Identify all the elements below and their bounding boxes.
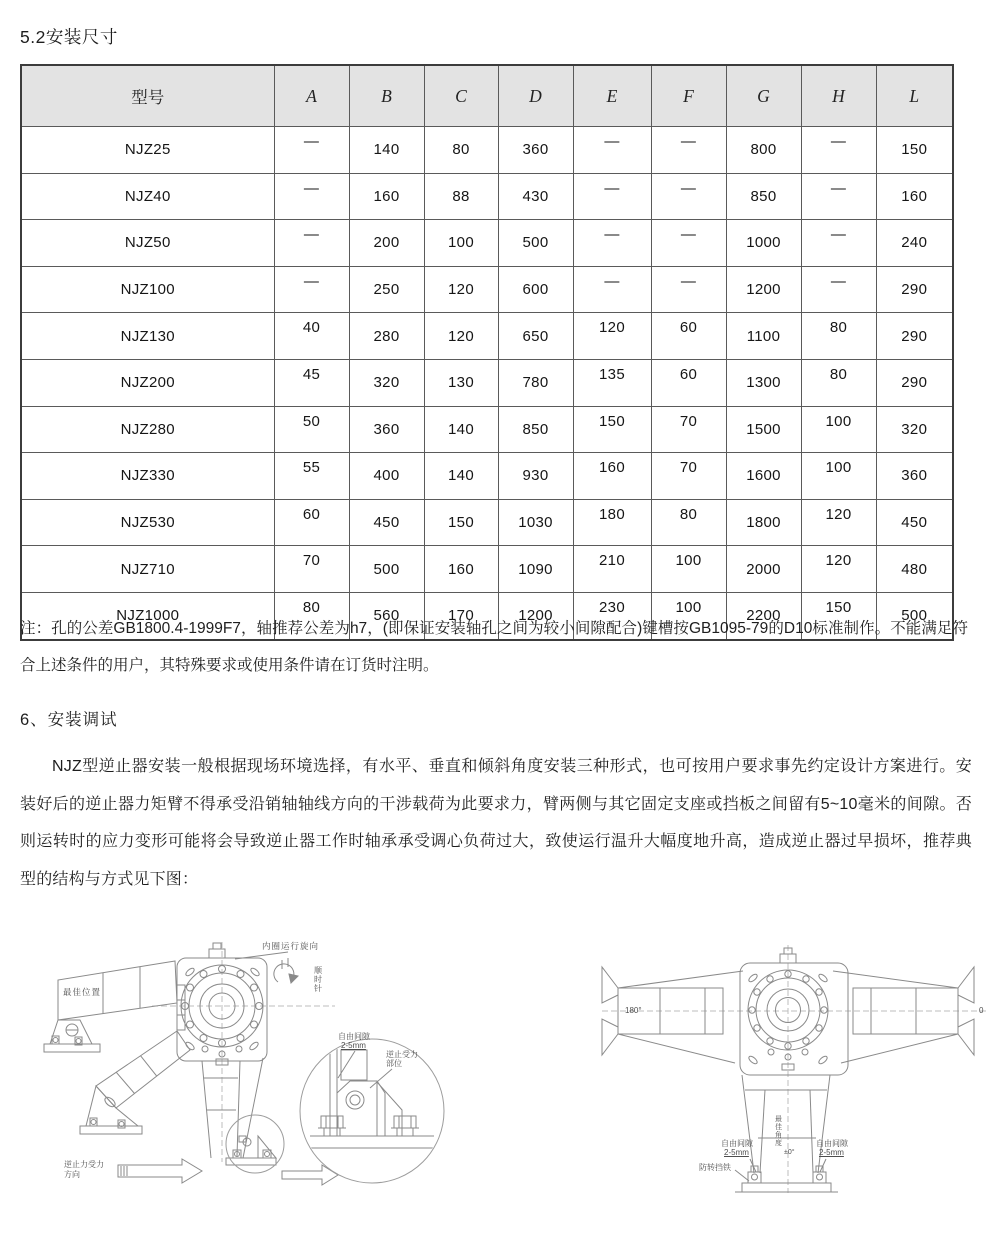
model-cell: NJZ100 [21,266,274,313]
dim-cell: 2000 [726,546,801,593]
dim-cell: 160 [349,173,424,220]
label-free-gap-value: 2-5mm [341,1041,366,1050]
dim-cell: 100 [801,406,876,453]
torque-arm [742,1075,830,1173]
dim-cell: 80 [801,359,876,406]
dim-cell: 100 [424,220,498,267]
col-header-C: C [424,65,498,127]
dim-cell: — [801,266,876,313]
dim-cell: 40 [274,313,349,360]
dim-cell: 60 [651,359,726,406]
dim-cell: — [274,173,349,220]
dim-cell: — [274,220,349,267]
dim-cell: — [573,266,651,313]
dim-cell: 320 [349,359,424,406]
table-row [21,127,953,174]
label-free-gap-right: 自由间隙 [816,1139,848,1148]
dim-cell: 120 [573,313,651,360]
dimensions-table [20,64,954,641]
label-best-position: 最佳位置 [63,987,102,997]
dim-cell: 1030 [498,499,573,546]
dim-cell: 100 [801,453,876,500]
dim-cell: 120 [801,546,876,593]
model-cell: NJZ710 [21,546,274,593]
dim-cell: 160 [424,546,498,593]
dim-cell: — [573,220,651,267]
dim-cell: 1500 [726,406,801,453]
dim-cell: 150 [801,592,876,639]
torque-arm [202,1058,263,1158]
dim-cell: — [801,127,876,174]
dim-cell: 140 [349,127,424,174]
label-free-gap-right-value: 2-5mm [819,1148,844,1157]
label-backstop-force-1: 逆止力受力 [64,1160,104,1169]
dim-cell: 180 [573,499,651,546]
label-anti-rotation-stop: 防转挡铁 [699,1163,731,1172]
dim-cell: 70 [651,406,726,453]
model-cell: NJZ530 [21,499,274,546]
col-header-G: G [726,65,801,127]
dim-cell: 200 [349,220,424,267]
col-header-F: F [651,65,726,127]
col-header-model: 型号 [21,65,274,127]
col-header-E: E [573,65,651,127]
model-cell: NJZ40 [21,173,274,220]
dim-cell: 1100 [726,313,801,360]
diagram-horizontal-installation [595,933,995,1228]
label-clockwise: 顺时针 [313,966,323,993]
dim-cell: 120 [424,266,498,313]
label-inner-ring-rotation: 内圈运行旋向 [262,941,320,951]
left-drawing-lines [44,942,444,1185]
dim-cell: 150 [876,127,953,174]
dim-cell: 1090 [498,546,573,593]
right-drawing-lines [602,945,988,1193]
dim-cell: 160 [876,173,953,220]
dim-cell: 88 [424,173,498,220]
section-6-paragraph: NJZ型逆止器安装一般根据现场环境选择，有水平、垂直和倾斜角度安装三种形式，也可按用户要求事先约定设计方案进行。安装好后的逆止器力矩臂不得承受沿销轴轴线方向的干涉载荷为此要求力，臂两侧与其它固定支座或挡板之间留有5~10毫米的间隙。否则运转时的应力变形可能将会导致逆止器工作时轴承承受调心负荷过大，致使运行温升大幅度地升高，造成逆止器过早损坏，推荐典型的结构与方式见下图： [20,758,972,888]
dim-cell: 500 [349,546,424,593]
dim-cell: 70 [274,546,349,593]
dim-cell: 150 [573,406,651,453]
dim-cell: 360 [498,127,573,174]
dim-cell: 780 [498,359,573,406]
dim-cell: — [573,127,651,174]
dim-cell: 600 [498,266,573,313]
dim-cell: 1200 [726,266,801,313]
dim-cell: 80 [424,127,498,174]
dim-cell: 450 [876,499,953,546]
dim-cell: 450 [349,499,424,546]
dim-cell: 250 [349,266,424,313]
dim-cell: 150 [424,499,498,546]
dim-cell: 140 [424,453,498,500]
label-angle-180: 180° [625,1006,642,1015]
model-cell: NJZ50 [21,220,274,267]
dim-cell: 1300 [726,359,801,406]
dim-cell: — [651,220,726,267]
table-header-row [21,65,953,127]
force-direction-arrow [118,1159,202,1183]
label-angle-0: 0 [979,1006,984,1015]
dim-cell: 210 [573,546,651,593]
dim-cell: 160 [573,453,651,500]
dim-cell: 1600 [726,453,801,500]
detail-arrow [282,1165,338,1185]
dim-cell: 290 [876,313,953,360]
table-row [21,546,953,593]
dim-cell: 240 [876,220,953,267]
model-cell: NJZ200 [21,359,274,406]
label-force-part-1: 逆止受力 [386,1050,418,1059]
right-arm [833,967,974,1063]
model-cell: NJZ130 [21,313,274,360]
col-header-L: L [876,65,953,127]
dim-cell: 45 [274,359,349,406]
dim-cell: — [651,127,726,174]
col-header-H: H [801,65,876,127]
dim-cell: 100 [651,546,726,593]
dim-cell: 560 [349,592,424,639]
table-row [21,313,953,360]
label-free-gap-left: 自由间隙 [721,1139,753,1148]
dim-cell: 230 [573,592,651,639]
dim-cell: 120 [801,499,876,546]
foot-bracket [226,1136,276,1165]
dim-cell: — [801,173,876,220]
col-header-A: A [274,65,349,127]
model-cell: NJZ280 [21,406,274,453]
dim-cell: 120 [424,313,498,360]
dim-cell: 360 [876,453,953,500]
dim-cell: 650 [498,313,573,360]
housing-plate [740,963,848,1075]
dim-cell: 130 [424,359,498,406]
dim-cell: 50 [274,406,349,453]
dim-cell: 360 [349,406,424,453]
dim-cell: 60 [274,499,349,546]
dim-cell: 80 [651,499,726,546]
model-cell: NJZ25 [21,127,274,174]
lower-arm [80,1031,190,1134]
col-header-B: B [349,65,424,127]
dim-cell: 60 [651,313,726,360]
dim-cell: 430 [498,173,573,220]
dim-cell: 1800 [726,499,801,546]
detail-callout-circle-small [226,1115,284,1173]
dim-cell: 55 [274,453,349,500]
label-free-gap: 自由间隙 [338,1032,370,1041]
dim-cell: 290 [876,359,953,406]
label-best-angle: 最佳角度 [774,1115,782,1147]
table-row [21,266,953,313]
table-row [21,220,953,267]
table-row [21,406,953,453]
detail-callout-circle-big [300,1039,444,1183]
dim-cell: 930 [498,453,573,500]
table-row [21,453,953,500]
dim-cell: 400 [349,453,424,500]
tolerance-note: 注：孔的公差GB1800.4-1999F7，轴推荐公差为h7，(即保证安装轴孔之间为较小间隙配合)键槽按GB1095-79的D10标准制作。不能满足符合上述条件的用户，其特殊要求或使用条件请在订货时注明。 [20,620,968,674]
dim-cell: 500 [498,220,573,267]
label-backstop-force-2: 方向 [64,1170,80,1179]
section-5-2-title: 5.2安装尺寸 [20,27,118,47]
dim-cell: 135 [573,359,651,406]
dim-cell: 70 [651,453,726,500]
table-row [21,499,953,546]
dim-cell: 480 [876,546,953,593]
dim-cell: 280 [349,313,424,360]
inclined-install-drawing [30,930,462,1230]
table-row [21,173,953,220]
label-free-gap-left-value: 2-5mm [724,1148,749,1157]
left-arm [602,967,743,1063]
dim-cell: 800 [726,127,801,174]
dim-cell: 80 [801,313,876,360]
dim-cell: 320 [876,406,953,453]
dim-cell: — [274,266,349,313]
label-force-part-2: 部位 [386,1059,402,1068]
rotation-direction-icon [274,958,298,983]
dim-cell: 2200 [726,592,801,639]
dim-cell: 850 [498,406,573,453]
model-cell: NJZ1000 [21,592,274,639]
dim-cell: — [651,266,726,313]
table-row [21,359,953,406]
dim-cell: — [274,127,349,174]
dim-cell: 170 [424,592,498,639]
dim-cell: 850 [726,173,801,220]
dim-cell: 1200 [498,592,573,639]
dim-cell: — [651,173,726,220]
diagram-inclined-installation [30,930,462,1230]
dim-cell: 100 [651,592,726,639]
dim-cell: 80 [274,592,349,639]
dim-cell: 500 [876,592,953,639]
dim-cell: — [801,220,876,267]
base-bracket [735,1166,838,1192]
dim-cell: — [573,173,651,220]
model-cell: NJZ330 [21,453,274,500]
col-header-D: D [498,65,573,127]
horizontal-install-drawing [595,933,995,1228]
dim-cell: 290 [876,266,953,313]
dim-cell: 1000 [726,220,801,267]
dim-cell: 140 [424,406,498,453]
section-6-title: 6、安装调试 [20,711,118,729]
label-best-angle-value: ±0° [784,1149,795,1156]
